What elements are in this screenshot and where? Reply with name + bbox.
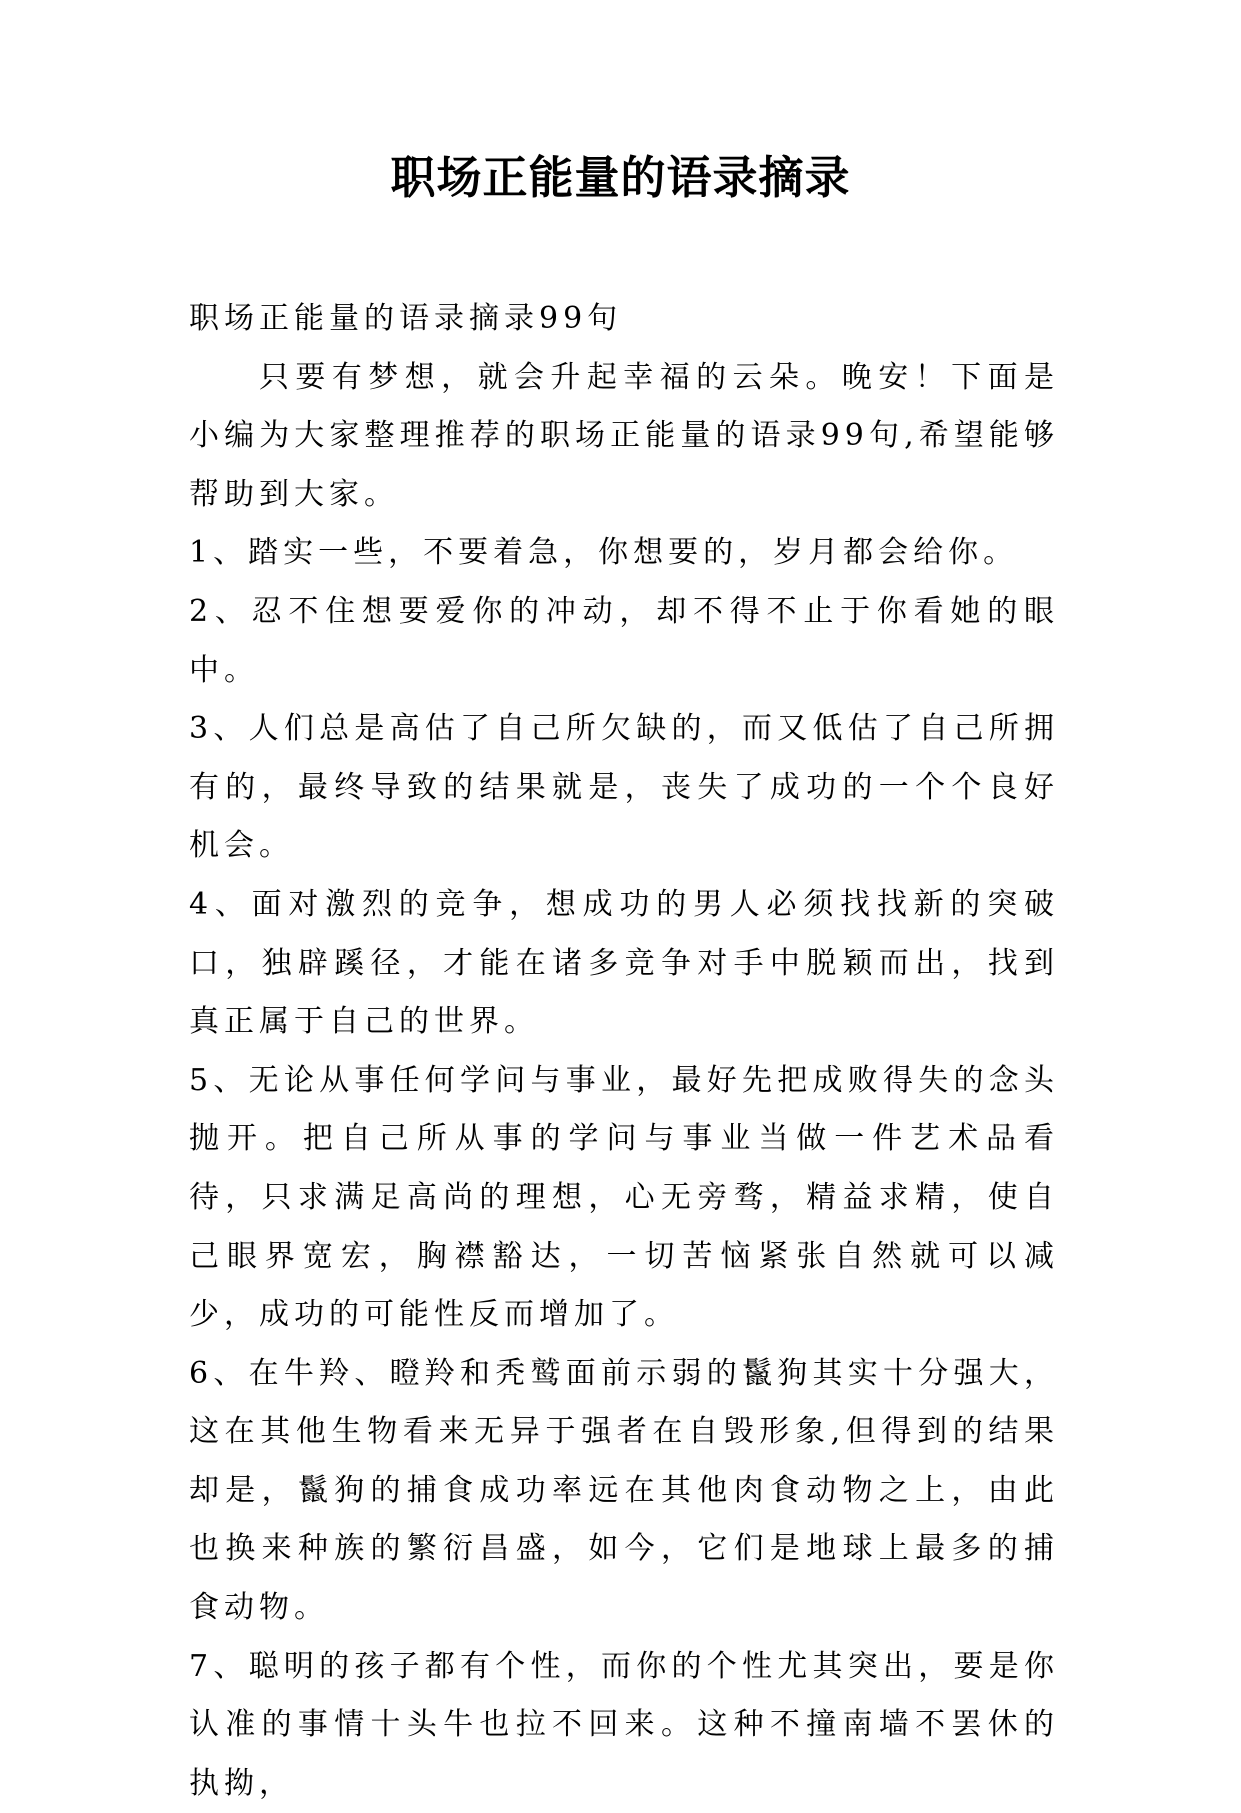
document-body xyxy=(189,290,1059,1813)
quote-item-1: 1、踏实一些，不要着急，你想要的，岁月都会给你。 xyxy=(189,535,1019,571)
quote-item-6: 6、在牛羚、瞪羚和秃鹫面前示弱的鬣狗其实十分强大，这在其他生物看来无异于强者在自毁形象,但得到的结果却是，鬣狗的捕食成功率远在其他肉食动物之上，由此也换来种族的繁衍昌盛，如今，它们是地球上最多的捕食动物。 xyxy=(189,1355,1059,1626)
document-subtitle: 职场正能量的语录摘录99句 xyxy=(189,301,623,336)
intro-paragraph: 只要有梦想，就会升起幸福的云朵。晚安！下面是小编为大家整理推荐的职场正能量的语录99句,希望能够帮助到大家。 xyxy=(189,359,1059,512)
quote-item-4: 4、面对激烈的竞争，想成功的男人必须找找新的突破口，独辟蹊径，才能在诸多竞争对手中脱颖而出，找到真正属于自己的世界。 xyxy=(189,886,1059,1040)
quote-item-5: 5、无论从事任何学问与事业，最好先把成败得失的念头抛开。把自己所从事的学问与事业当做一件艺术品看待，只求满足高尚的理想，心无旁骛，精益求精，使自己眼界宽宏，胸襟豁达，一切苦恼紧张自然就可以减少，成功的可能性反而增加了。 xyxy=(189,1062,1059,1333)
quote-item-7: 7、聪明的孩子都有个性，而你的个性尤其突出，要是你认准的事情十头牛也拉不回来。这种不撞南墙不罢休的执拗， xyxy=(189,1648,1059,1801)
document-title: 职场正能量的语录摘录 xyxy=(390,151,851,204)
quote-item-3: 3、人们总是高估了自己所欠缺的，而又低估了自己所拥有的，最终导致的结果就是，丧失了成功的一个个良好机会。 xyxy=(189,711,1059,864)
quote-item-2: 2、忍不住想要爱你的冲动，却不得不止于你看她的眼中。 xyxy=(189,593,1059,688)
